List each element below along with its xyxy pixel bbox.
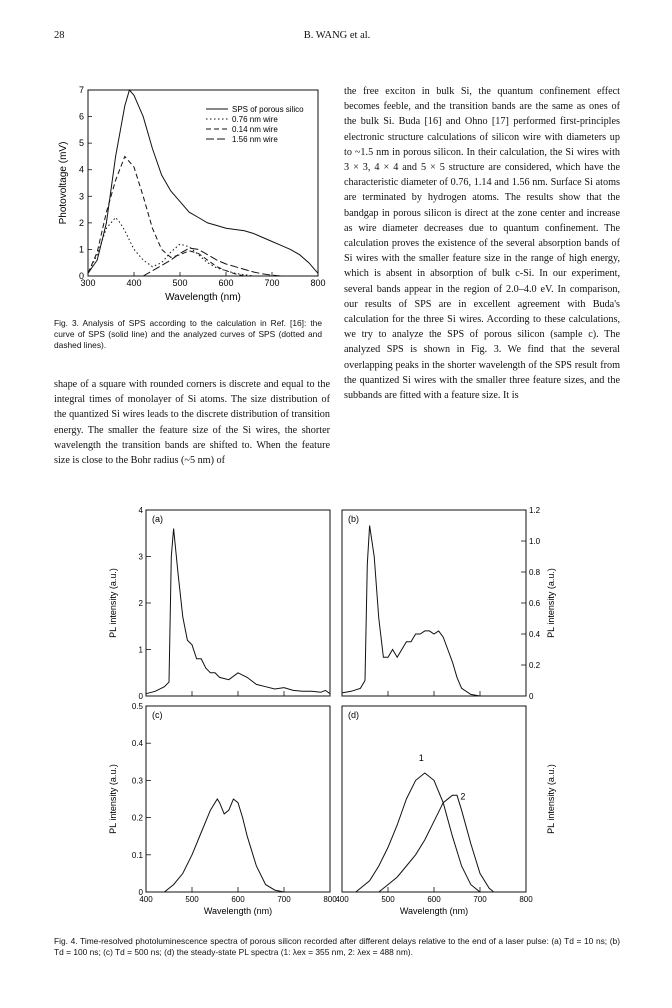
series-line (143, 248, 281, 276)
y-tick-label: 4 (138, 506, 143, 515)
x-tick-label: 500 (381, 895, 395, 904)
x-tick-label: 400 (126, 278, 142, 288)
y-tick-label: 3 (78, 191, 84, 202)
series-line (379, 795, 494, 892)
legend-label: 0.14 nm wire (232, 125, 278, 134)
y-tick-label: 2 (138, 599, 143, 608)
panel-frame (342, 510, 526, 696)
y-tick-label: 4 (78, 164, 84, 175)
y-axis-label: PL intensity (a.u.) (108, 568, 118, 638)
page-number: 28 (54, 30, 65, 41)
figure-4-caption-text: Fig. 4. Time-resolved photoluminescence spectra of porous silicon recorded after different delays relative to the end of a laser pulse: (a) Td = 10 ns; (b) Td = 100 ns; (c) Td = 500 ns; (d) the steady-state PL spectra (1: λex = 355 nm, 2: λex = 488 nm). (54, 936, 620, 957)
x-tick-label: 400 (139, 895, 153, 904)
figure-3-caption-text: Fig. 3. Analysis of SPS according to the calculation in Ref. [16]: the curve of SPS (solid line) and the analyzed curves of SPS (dotted and dashed lines). (54, 318, 322, 350)
panel-label: (d) (348, 710, 359, 720)
page-header (54, 30, 620, 46)
x-tick-label: 500 (172, 278, 188, 288)
x-axis-label: Wavelength (nm) (203, 906, 273, 916)
x-tick-label: 600 (427, 895, 441, 904)
x-tick-label: 600 (231, 895, 245, 904)
y-tick-label: 1 (78, 244, 84, 255)
panel-frame (146, 510, 330, 696)
legend-label: 1.56 nm wire (232, 135, 278, 144)
left-column-paragraph: shape of a square with rounded corners is discrete and equal to the integral times of monolayer of Si atoms. The size distribution of the quantized Si wires leads to the discrete distribution of transition energy. The smaller the feature size of the Si wires, the shorter wavelength the transition bands are shifted to. When the feature size is close to the Bohr radius (~5 nm) of (54, 379, 330, 467)
series-line (88, 156, 244, 276)
y-axis-label: Photovoltage (mV) (58, 141, 69, 225)
y-tick-label: 0.6 (529, 599, 541, 608)
x-tick-label: 800 (310, 278, 326, 288)
series-line (342, 526, 526, 697)
x-tick-label: 700 (473, 895, 487, 904)
x-tick-label: 500 (185, 895, 199, 904)
x-tick-label: 600 (218, 278, 234, 288)
running-head: B. WANG et al. (303, 30, 371, 41)
x-tick-label: 800 (519, 895, 533, 904)
figure-4-caption (54, 936, 620, 958)
y-tick-label: 0.2 (529, 661, 541, 670)
y-tick-label: 2 (78, 217, 84, 228)
y-tick-label: 0 (138, 888, 143, 897)
series-line (88, 90, 318, 273)
y-tick-label: 0.8 (529, 568, 541, 577)
panel-label: (b) (348, 514, 359, 524)
y-tick-label: 0.4 (529, 630, 541, 639)
right-column-paragraph: the free exciton in bulk Si, the quantum confinement effect becomes feeble, and the transition bands are the same as ones of the bulk Si. Buda [16] and Ohno [17] performed first-principles electronic structure calculations of silicon wire with diameters up to ~1.5 nm in porous silicon. In their calculation, the Si wires with 3 × 3, 4 × 4 and 5 × 5 structure are considered, which have the characteristic diameter of 0.76, 1.14 and 1.56 nm. Surface Si atoms are terminated by hydrogen atoms. The results show that the bandgap in porous silicon is direct at the zone center and increase as wire diameter decreases due to quantum confinement. The calculation proves the existence of the several absorption bands of Si wires with the smaller feature size in the range of high energy, which is absent in absorption of bulk c-Si. In our experiment, several bands appear in the region of 2.0–4.0 eV. In comparison, our results of SPS are in excellent agreement with Buda's calculation for the three Si wires. According to these calculations, we try to analyze the SPS of porous silicon (sample c). The analyzed SPS is shown in Fig. 3. We find that the several overlapping peaks in the shorter wavelength of the SPS result from the quantized Si wires with the smaller three feature sizes, and the subbands are fitted with a feature size. It is (344, 86, 620, 402)
x-tick-label: 700 (264, 278, 280, 288)
y-tick-label: 0.5 (131, 702, 143, 711)
y-tick-label: 0.1 (131, 850, 143, 860)
curve-annotation: 1 (418, 752, 424, 763)
panel-label: (c) (152, 710, 163, 720)
panel-frame (146, 706, 330, 892)
curve-annotation: 2 (460, 791, 466, 802)
y-tick-label: 0.2 (131, 813, 143, 823)
panel-frame (342, 706, 526, 892)
y-tick-label: 3 (138, 552, 143, 562)
series-line (164, 799, 284, 892)
y-tick-label: 0.4 (131, 739, 143, 749)
right-column-text (344, 84, 620, 403)
y-tick-label: 5 (78, 138, 84, 149)
legend-label: SPS of porous silico (232, 105, 304, 114)
series-line (146, 529, 330, 694)
y-tick-label: 0 (78, 271, 84, 281)
x-axis-label: Wavelength (nm) (399, 906, 469, 916)
x-tick-label: 300 (80, 278, 96, 288)
y-axis-label: PL intensity (a.u.) (108, 764, 118, 834)
y-tick-label: 0 (138, 692, 143, 701)
panel-label: (a) (152, 514, 163, 524)
y-tick-label: 0.3 (131, 776, 143, 786)
x-tick-label: 700 (277, 895, 291, 904)
legend-label: 0.76 nm wire (232, 115, 278, 124)
figure-4-chart (100, 502, 570, 932)
y-tick-label: 1.2 (529, 506, 541, 515)
y-tick-label: 1 (138, 645, 143, 655)
y-axis-label: PL intensity (a.u.) (546, 764, 556, 834)
y-tick-label: 7 (78, 85, 84, 95)
x-axis-label: Wavelength (nm) (165, 292, 241, 303)
series-line (88, 218, 254, 277)
figure-3-chart (54, 84, 326, 314)
y-axis-label: PL intensity (a.u.) (546, 568, 556, 638)
y-tick-label: 0 (529, 692, 534, 701)
x-tick-label: 800 (323, 895, 337, 904)
y-tick-label: 6 (78, 111, 84, 122)
left-column-text (54, 377, 330, 468)
y-tick-label: 1.0 (529, 537, 541, 546)
figure-3-caption (54, 318, 322, 351)
x-tick-label: 400 (335, 895, 349, 904)
